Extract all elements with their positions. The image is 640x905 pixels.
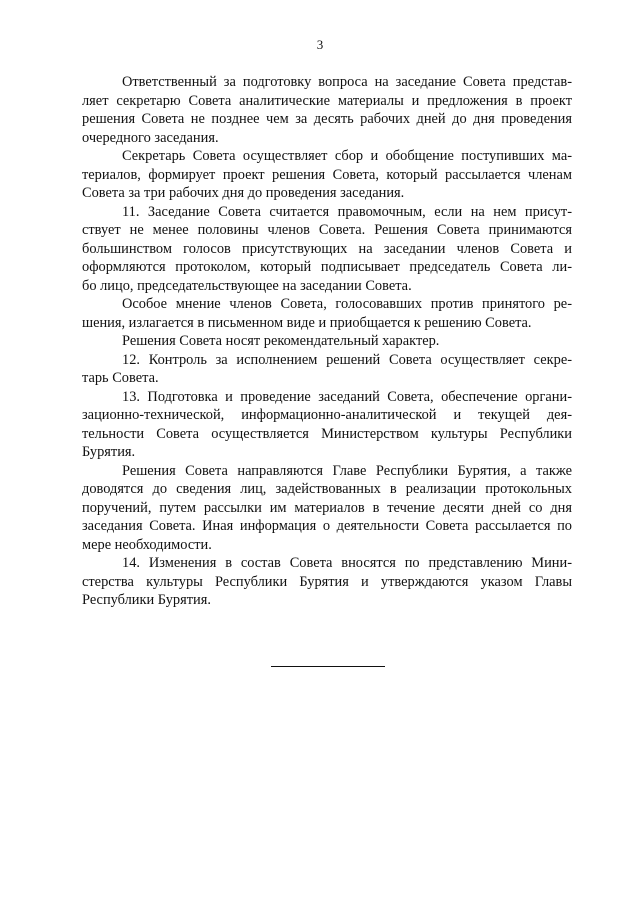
text-line: поручений, путем рассылки им материалов в течение десяти дней со дня (82, 499, 572, 516)
text-line: Решения Совета носят рекомендательный характер. (122, 333, 440, 349)
text-line: решения Совета не позднее чем за десять рабочих дней до дня проведения (82, 111, 572, 127)
paragraph (82, 388, 572, 462)
text-line: 11. Заседание Совета считается правомочным, если на нем присут- (122, 203, 572, 220)
text-line: зационно-технической, информационно-аналитической и текущей дея- (82, 407, 572, 423)
document-body (82, 73, 572, 610)
text-line: Решения Совета направляются Главе Республики Бурятия, а также (122, 462, 572, 479)
text-line: териалов, формирует проект решения Совета, который рассылается членам (82, 166, 572, 183)
text-line: тарь Совета. (82, 370, 159, 386)
paragraph (82, 554, 572, 610)
text-line: Республики Бурятия. (82, 592, 211, 608)
text-line: 14. Изменения в состав Совета вносятся по представлению Мини- (122, 555, 572, 571)
text-line: оформляются протоколом, который подписывает председатель Совета ли- (82, 259, 572, 275)
paragraph (82, 147, 572, 203)
text-line: ляет секретарю Совета аналитические материалы и предложения в проект (82, 92, 572, 109)
paragraph (82, 332, 572, 351)
text-line: Бурятия. (82, 444, 136, 460)
text-line: стерства культуры Республики Бурятия и утверждаются указом Главы (82, 573, 572, 590)
text-line: заседания Совета. Иная информация о деятельности Совета рассылается по (82, 518, 572, 534)
paragraph (82, 203, 572, 296)
paragraph (82, 351, 572, 388)
text-line: большинством голосов присутствующих на заседании членов Совета и (82, 240, 572, 257)
paragraph (82, 73, 572, 147)
text-line: Особое мнение членов Совета, голосовавших против принятого ре- (122, 296, 572, 312)
text-line: ствует не менее половины членов Совета. Решения Совета принимаются (82, 222, 572, 238)
page-number: 3 (316, 37, 324, 52)
text-line: Секретарь Совета осуществляет сбор и обобщение поступивших ма- (122, 148, 572, 164)
paragraph (82, 462, 572, 555)
text-line: мере необходимости. (82, 536, 212, 553)
text-line: Ответственный за подготовку вопроса на заседание Совета представ- (122, 74, 572, 90)
text-line: бо лицо, председательствующее на заседании Совета. (82, 277, 412, 294)
text-line: шения, излагается в письменном виде и приобщается к решению Совета. (82, 314, 532, 331)
paragraph (82, 295, 572, 332)
text-line: 13. Подготовка и проведение заседаний Совета, обеспечение органи- (122, 388, 572, 405)
text-line: очередного заседания. (82, 129, 219, 146)
text-line: доводятся до сведения лиц, задействованных в реализации протокольных (82, 481, 572, 497)
end-of-document-rule (271, 666, 385, 667)
text-line: тельности Совета осуществляется Министерством культуры Республики (82, 425, 572, 442)
text-line: Совета за три рабочих дня до проведения заседания. (82, 185, 405, 201)
text-line: 12. Контроль за исполнением решений Совета осуществляет секре- (122, 351, 572, 368)
